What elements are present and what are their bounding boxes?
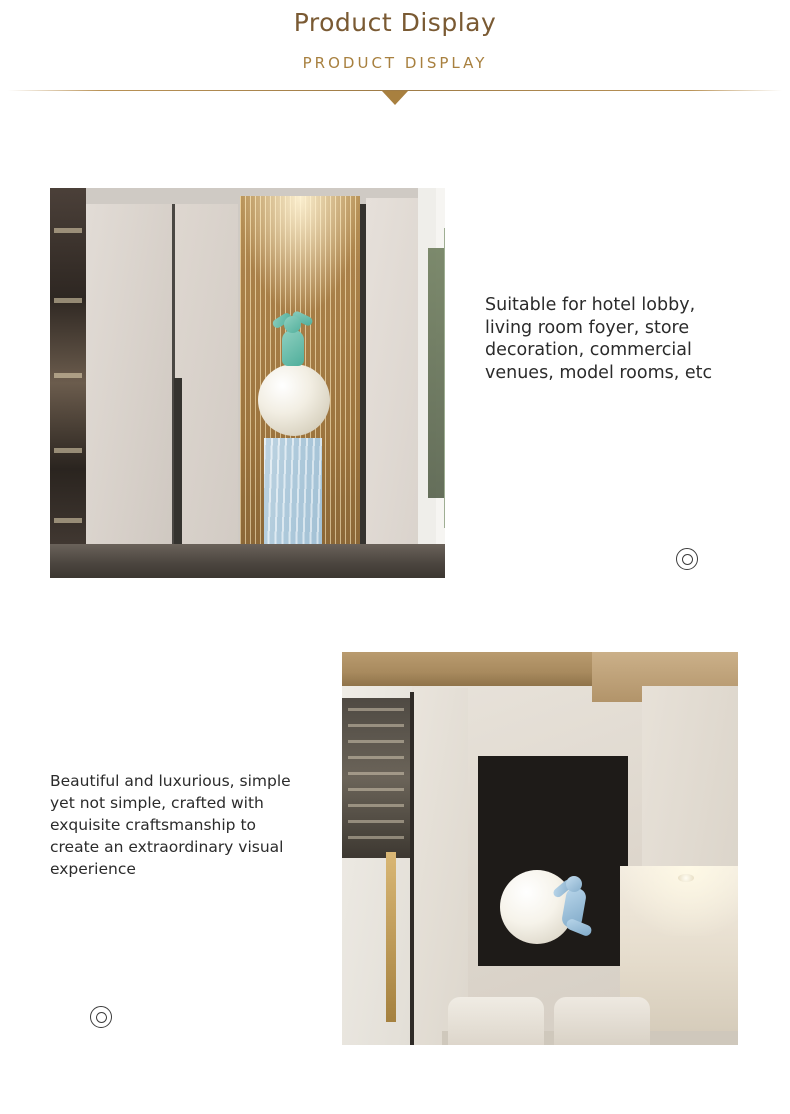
sculpture-sphere — [258, 364, 330, 436]
divider-arrow-icon — [382, 91, 408, 105]
page-title: Product Display — [293, 8, 497, 37]
circle-target-icon-2 — [90, 1006, 112, 1028]
sculpture-pedestal — [264, 438, 322, 553]
product-display-photo-entryway — [50, 188, 445, 578]
page-subtitle: PRODUCT DISPLAY — [302, 54, 488, 72]
ceiling-spotlight-icon — [678, 874, 694, 882]
slatted-cabinet — [342, 698, 410, 858]
product-display-photo-niche — [342, 652, 738, 1045]
sculpture-figure-2 — [556, 874, 596, 950]
page-header — [0, 0, 790, 112]
caption-text-1: Suitable for hotel lobby, living room foyer, store decoration, commercial venues, model rooms, etc — [485, 295, 713, 383]
header-divider — [0, 90, 790, 112]
circle-target-icon-1 — [676, 548, 698, 570]
caption-text-2: Beautiful and luxurious, simple yet not simple, crafted with exquisite craftsmanship to create an extraordinary visual experience — [50, 772, 291, 878]
sculpture-figure — [272, 310, 314, 370]
shelf-decor — [50, 188, 86, 578]
